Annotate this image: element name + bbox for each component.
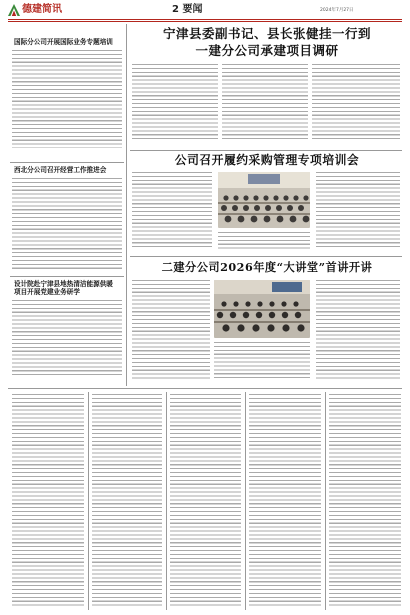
issue-date: 2024年7月27日: [320, 8, 354, 13]
masthead-rule-thin: [8, 21, 402, 22]
article-body-text: [312, 64, 400, 142]
article-body-text: [12, 178, 122, 270]
photo-caption-text: [218, 232, 310, 250]
masthead-logo: [8, 4, 68, 18]
article-body-text: [12, 394, 84, 608]
article-body-text: [132, 172, 212, 250]
article-body-text: [329, 394, 401, 608]
article-body-text: [214, 342, 310, 380]
article-body-text: [12, 300, 122, 378]
lecture-photo-image: [214, 280, 310, 338]
article-headline-large: 公司召开履约采购管理专项培训会: [174, 153, 360, 167]
article-body-text: [12, 50, 122, 148]
masthead-title: 德建简讯: [22, 4, 62, 15]
article-divider: [130, 256, 402, 257]
article-body-text: [222, 64, 308, 142]
article-headline-large: 二建分公司2026年度“大讲堂”首讲开讲: [161, 260, 373, 274]
article-body-text: [132, 280, 210, 380]
article-divider: [130, 150, 402, 151]
column-divider: [88, 392, 89, 610]
article-body-text: [316, 280, 400, 380]
training-photo-image: [218, 172, 310, 228]
article-body-text: [92, 394, 162, 608]
article-body-text: [249, 394, 321, 608]
company-logo-icon: [8, 4, 20, 16]
article-body-text: [170, 394, 241, 608]
column-divider: [126, 24, 127, 386]
article-divider: [10, 276, 124, 277]
training-session-photo: [218, 172, 310, 228]
column-divider: [166, 392, 167, 610]
masthead-rule: [8, 19, 402, 20]
article-headline: 西北分公司召开经营工作推进会: [14, 166, 107, 174]
article-body-text: [132, 64, 218, 142]
column-divider: [325, 392, 326, 610]
article-headline: 设计院赴宁津县地热清洁能源供暖: [14, 280, 113, 288]
article-body-text: [316, 172, 400, 250]
column-divider: [245, 392, 246, 610]
lead-headline: 一建分公司承建项目调研: [195, 43, 339, 58]
lead-headline: 宁津县委副书记、县长张健挂一行到: [162, 26, 371, 41]
article-headline: 项目开展党建业务研学: [14, 288, 80, 296]
article-divider: [10, 162, 124, 163]
section-divider: [8, 388, 402, 389]
lecture-hall-photo: [214, 280, 310, 338]
page-section-label: 2 要闻: [172, 4, 203, 15]
article-headline: 国际分公司开展国际业务专题培训: [14, 38, 113, 46]
